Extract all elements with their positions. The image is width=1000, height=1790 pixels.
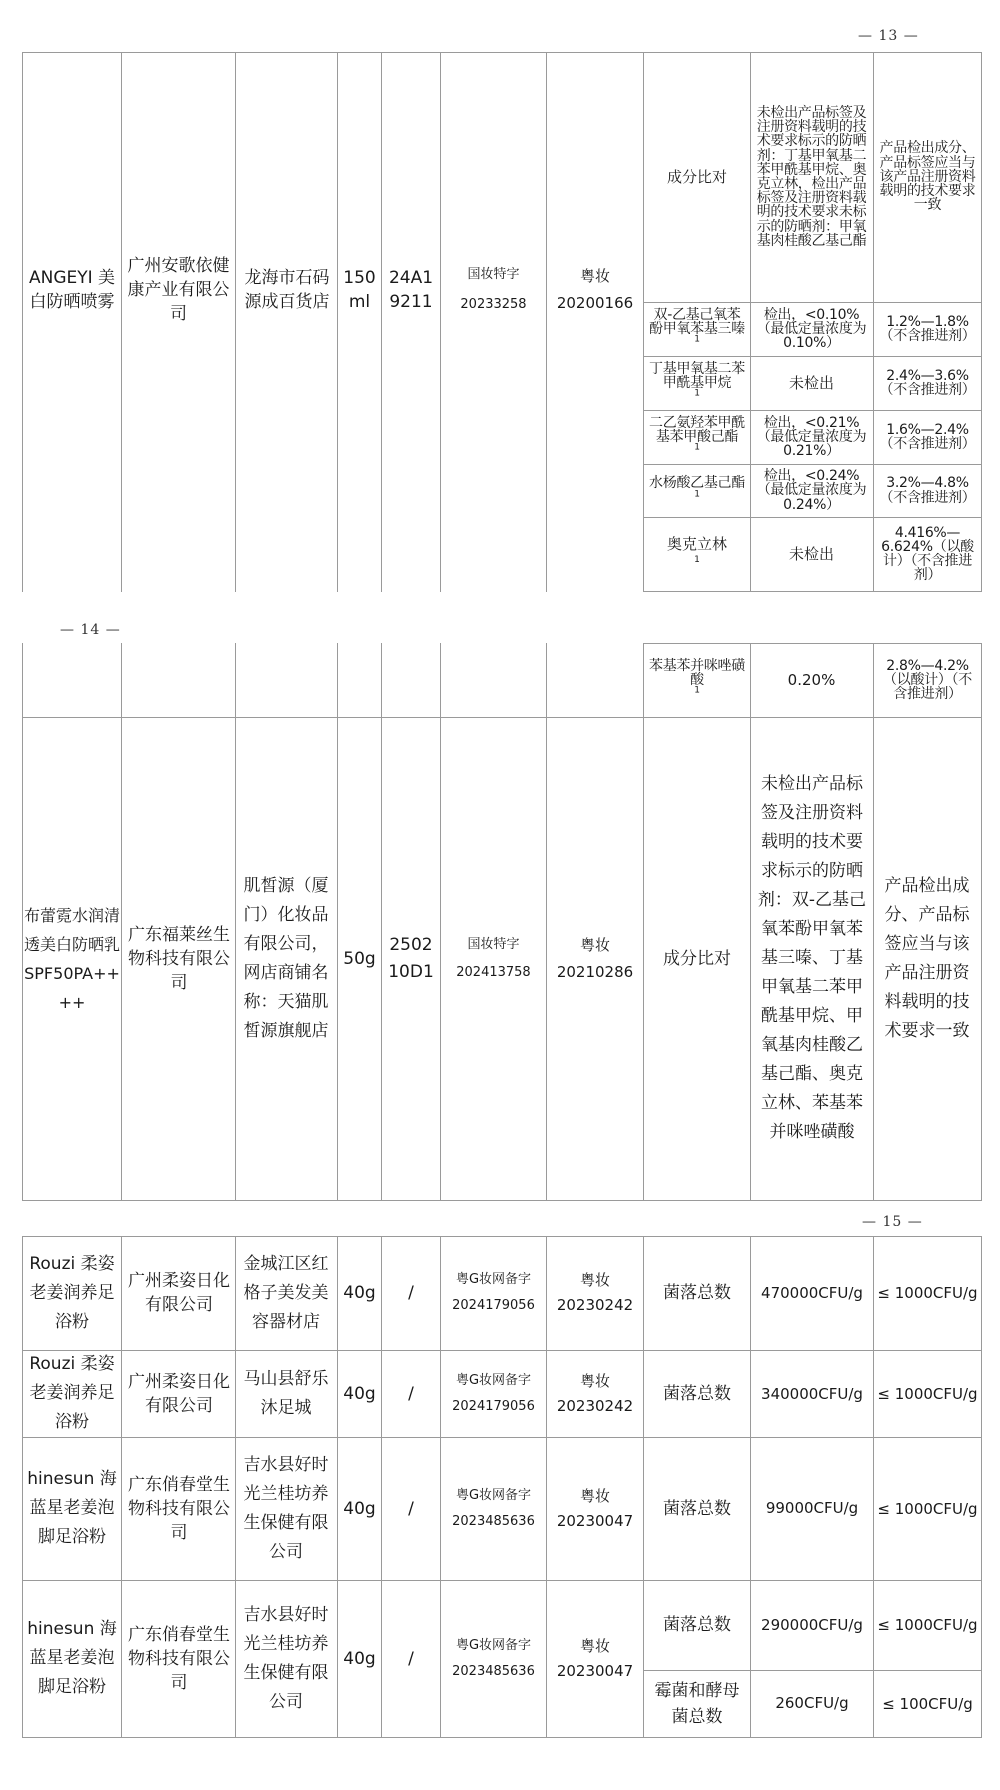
spec-cell: 150 ml: [343, 268, 376, 312]
product-name-cell: 布蕾霓水润清透美白防晒乳SPF50PA++++: [24, 905, 120, 1012]
filing-number-cell: 粤G妆网备字 2023485636: [452, 1637, 535, 1679]
product-name-cell: ANGEYI 美白防晒喷雾: [28, 268, 116, 312]
batch-cell: /: [408, 1383, 414, 1404]
test-item-cell: 成分比对: [663, 948, 731, 969]
standard-cell: 3.2%—4.8%（不含推进剂）: [879, 475, 976, 506]
manufacturer-cell: 广东俏春堂生物科技有限公司: [128, 1624, 230, 1693]
manufacturer-cell: 广东俏春堂生物科技有限公司: [128, 1474, 230, 1543]
seller-cell: 龙海市石码源成百货店: [244, 268, 330, 312]
spec-cell: 40g: [343, 1498, 376, 1519]
manufacturer-cell: 广州柔姿日化有限公司: [128, 1371, 230, 1416]
page-number-15: — 15 —: [862, 1214, 923, 1230]
test-result-cell: 未检出产品标签及注册资料载明的技术要求标示的防晒剂：丁基甲氧基二苯甲酰基甲烷、奥克立林，检出产品标签及注册资料载明的技术要求未标示的防晒剂：甲氧基肉桂酸乙基己酯: [756, 104, 867, 249]
batch-cell: /: [408, 1283, 414, 1303]
test-result-cell: 未检出: [788, 544, 834, 563]
standard-cell: 1.2%—1.8%（不含推进剂）: [879, 313, 976, 344]
license-number-cell: 粤妆 20210286: [556, 935, 634, 981]
spec-cell: 40g: [343, 1283, 376, 1303]
batch-cell: 24A1 9211: [388, 268, 434, 312]
seller-cell: 马山县舒乐沐足城: [243, 1368, 329, 1418]
standard-cell: ≤ 1000CFU/g: [877, 1384, 978, 1403]
test-result-cell: 99000CFU/g: [765, 1499, 859, 1517]
standard-cell: ≤ 1000CFU/g: [877, 1284, 978, 1302]
test-item-cell: 双-乙基己氧苯酚甲氧苯基三嗪 $^1$: [649, 306, 745, 345]
standard-cell: 2.8%—4.2%（以酸计）（不含推进剂）: [883, 657, 972, 703]
product-name-cell: hinesun 海蓝星老姜泡脚足浴粉: [27, 1469, 117, 1547]
batch-cell: /: [408, 1498, 414, 1519]
test-item-cell: 奥克立林 $^1$: [666, 535, 727, 565]
standard-cell: 4.416%—6.624%（以酸计）（不含推进剂）: [881, 524, 974, 584]
batch-cell: /: [408, 1648, 414, 1669]
batch-cell: 2502 10D1: [388, 934, 434, 982]
license-number-cell: 粤妆 20230242: [556, 1371, 634, 1415]
approval-number-cell: 国妆特字 202413758: [456, 936, 531, 980]
test-result-cell: 340000CFU/g: [761, 1384, 863, 1403]
test-item-cell: 霉菌和酵母菌总数: [654, 1680, 740, 1727]
test-result-cell: 检出，<0.21%（最低定量浓度为 0.21%）: [756, 414, 867, 460]
test-result-cell: 检出，<0.10%（最低定量浓度为 0.10%）: [756, 306, 867, 352]
manufacturer-cell: 广州安歌依健康产业有限公司: [127, 256, 230, 324]
license-number-cell: 粤妆 20230242: [556, 1271, 634, 1314]
filing-number-cell: 粤G妆网备字 2024179056: [452, 1372, 535, 1414]
seller-cell: 吉水县好时光兰桂坊养生保健有限公司: [243, 1604, 329, 1712]
seller-cell: 肌皙源（厦门）化妆品有限公司，网店商铺名称：天猫肌皙源旗舰店: [243, 875, 329, 1041]
standard-cell: 产品检出成分、产品标签应当与该产品注册资料载明的技术要求一致: [879, 140, 976, 214]
product-name-cell: hinesun 海蓝星老姜泡脚足浴粉: [27, 1619, 117, 1697]
test-item-cell: 水杨酸乙基己酯 $^1$: [649, 475, 745, 499]
standard-cell: ≤ 100CFU/g: [882, 1694, 973, 1713]
standard-cell: ≤ 1000CFU/g: [877, 1499, 978, 1518]
manufacturer-cell: 广州柔姿日化有限公司: [128, 1271, 230, 1315]
test-result-cell: 290000CFU/g: [761, 1616, 863, 1634]
test-item-cell: 成分比对: [666, 167, 727, 186]
test-item-cell: 菌落总数: [663, 1283, 731, 1303]
standard-cell: ≤ 1000CFU/g: [877, 1616, 978, 1634]
test-result-cell: 470000CFU/g: [761, 1284, 863, 1302]
test-item-cell: 菌落总数: [663, 1383, 731, 1404]
test-result-cell: 未检出产品标签及注册资料载明的技术要求标示的防晒剂：双-乙基己氧苯酚甲氧苯基三嗪、丁基甲氧基二苯甲酰基甲烷、甲氧基肉桂酸乙基己酯、奥克立林、苯基苯并咪唑磺酸: [757, 774, 867, 1142]
standard-cell: 1.6%—2.4%（不含推进剂）: [879, 421, 976, 452]
page-number-13: — 13 —: [858, 28, 919, 44]
spec-cell: 50g: [343, 948, 376, 969]
test-item-cell: 菌落总数: [663, 1498, 731, 1519]
license-number-cell: 粤妆 20200166: [556, 267, 634, 312]
license-number-cell: 粤妆 20230047: [556, 1486, 634, 1530]
test-item-cell: 菌落总数: [663, 1615, 731, 1635]
test-result-cell: 未检出: [788, 373, 834, 392]
manufacturer-cell: 广东福莱丝生物科技有限公司: [128, 924, 230, 993]
product-name-cell: Rouzi 柔姿老姜润养足浴粉: [29, 1253, 115, 1332]
standard-cell: 产品检出成分、产品标签应当与该产品注册资料载明的技术要求一致: [884, 875, 970, 1041]
test-item-cell: 二乙氨羟苯甲酰基苯甲酸己酯 $^1$: [649, 414, 745, 453]
seller-cell: 金城江区红格子美发美容器材店: [243, 1253, 329, 1332]
spec-cell: 40g: [343, 1648, 376, 1669]
test-result-cell: 260CFU/g: [775, 1694, 849, 1712]
page-number-14: — 14 —: [60, 622, 121, 638]
filing-number-cell: 粤G妆网备字 2024179056: [452, 1272, 535, 1313]
filing-number-cell: 粤G妆网备字 2023485636: [452, 1487, 535, 1529]
test-result-cell: 0.20%: [787, 670, 836, 689]
test-item-cell: 苯基苯并咪唑磺酸 $^1$: [649, 657, 745, 696]
standard-cell: 2.4%—3.6%（不含推进剂）: [879, 367, 976, 398]
test-item-cell: 丁基甲氧基二苯甲酰基甲烷 $^1$: [649, 360, 745, 399]
test-result-cell: 检出，<0.24%（最低定量浓度为 0.24%）: [756, 468, 867, 513]
approval-number-cell: 国妆特字 20233258: [460, 267, 527, 312]
spec-cell: 40g: [343, 1383, 376, 1404]
product-name-cell: Rouzi 柔姿老姜润养足浴粉: [29, 1354, 115, 1432]
license-number-cell: 粤妆 20230047: [556, 1636, 634, 1680]
seller-cell: 吉水县好时光兰桂坊养生保健有限公司: [243, 1454, 329, 1562]
